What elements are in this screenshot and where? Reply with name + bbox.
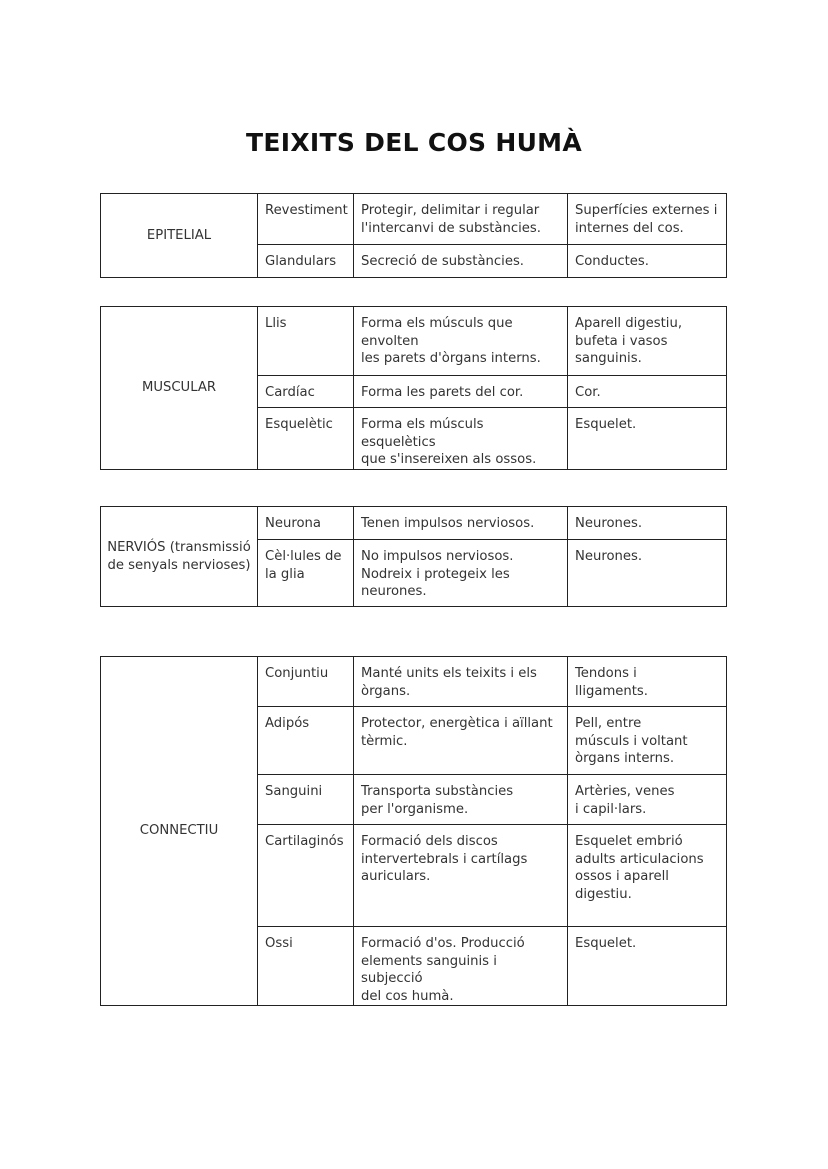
tissue-type: Ossi (258, 927, 354, 1006)
tissue-function: Protegir, delimitar i regular l'intercanvi de substàncies. (354, 194, 568, 245)
tissue-location: Esquelet embrió adults articulacions ossos i aparell digestiu. (568, 825, 727, 927)
nervios-table (100, 506, 727, 607)
table-row (101, 657, 727, 707)
connectiu-table (100, 656, 727, 1006)
tissue-function: Tenen impulsos nerviosos. (354, 507, 568, 540)
tissue-function: Transporta substàncies per l'organisme. (354, 775, 568, 825)
tissue-function: Forma els músculs esquelètics que s'insereixen als ossos. (354, 408, 568, 470)
tissue-function: Protector, energètica i aïllant tèrmic. (354, 707, 568, 775)
tissue-function: Secreció de substàncies. (354, 245, 568, 278)
epitelial-table (100, 193, 727, 278)
tissue-location: Conductes. (568, 245, 727, 278)
tissue-location: Tendons i lligaments. (568, 657, 727, 707)
muscular-table (100, 306, 727, 470)
tissue-location: Esquelet. (568, 927, 727, 1006)
table-row (101, 507, 727, 540)
tissue-type: Conjuntiu (258, 657, 354, 707)
tissue-category: NERVIÓS (transmissió de senyals nervioses) (101, 507, 258, 607)
tissue-location: Cor. (568, 376, 727, 408)
tissue-type: Sanguini (258, 775, 354, 825)
tissue-function: No impulsos nerviosos. Nodreix i protegeix les neurones. (354, 540, 568, 607)
tissue-type: Revestiment (258, 194, 354, 245)
tissue-function: Forma les parets del cor. (354, 376, 568, 408)
table-row (101, 194, 727, 245)
tissue-type: Esquelètic (258, 408, 354, 470)
tissue-type: Cardíac (258, 376, 354, 408)
tissue-type: Glandulars (258, 245, 354, 278)
table-row (101, 307, 727, 376)
tissue-location: Pell, entre músculs i voltant òrgans interns. (568, 707, 727, 775)
tissue-type: Cartilaginós (258, 825, 354, 927)
tissue-type: Llis (258, 307, 354, 376)
tissue-location: Superfícies externes i internes del cos. (568, 194, 727, 245)
tissue-location: Artèries, venes i capil·lars. (568, 775, 727, 825)
tissue-function: Formació d'os. Producció elements sanguinis i subjecció del cos humà. (354, 927, 568, 1006)
tissue-location: Neurones. (568, 540, 727, 607)
tissue-function: Formació dels discos intervertebrals i cartílags auriculars. (354, 825, 568, 927)
tissue-function: Manté units els teixits i els òrgans. (354, 657, 568, 707)
tissue-category: MUSCULAR (101, 307, 258, 470)
tissue-type: Cèl·lules de la glia (258, 540, 354, 607)
tissue-location: Neurones. (568, 507, 727, 540)
tissue-location: Aparell digestiu, bufeta i vasos sanguinis. (568, 307, 727, 376)
tissue-location: Esquelet. (568, 408, 727, 470)
tissue-category: EPITELIAL (101, 194, 258, 278)
tissue-category: CONNECTIU (101, 657, 258, 1006)
page-title: TEIXITS DEL COS HUMÀ (246, 128, 582, 157)
tissue-type: Neurona (258, 507, 354, 540)
tissue-function: Forma els músculs que envolten les parets d'òrgans interns. (354, 307, 568, 376)
tissue-type: Adipós (258, 707, 354, 775)
